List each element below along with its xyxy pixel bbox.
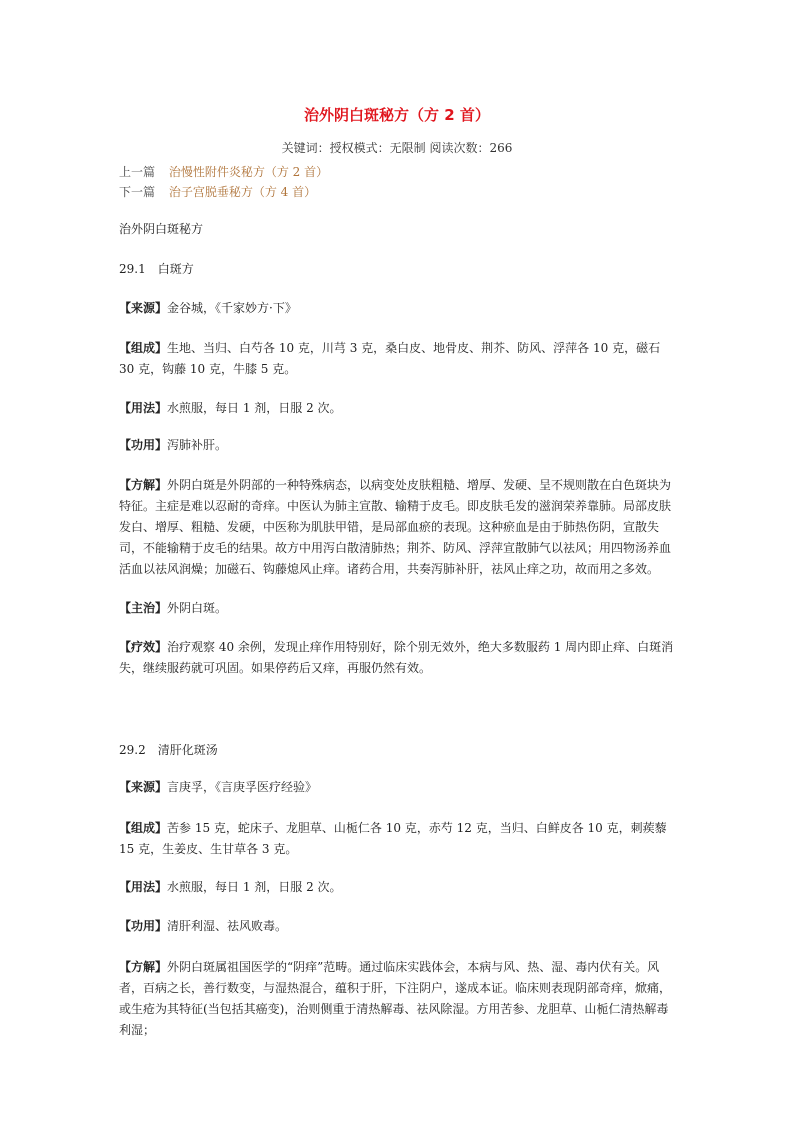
composition-text: 苦参 15 克，蛇床子、龙胆草、山栀仁各 10 克，赤芍 12 克，当归、白鲜皮各 10 克，刺蒺藜 15 克，生姜皮、生甘草各 3 克。 xyxy=(119,821,667,856)
efficacy-text: 治疗观察 40 余例，发现止痒作用特别好，除个别无效外，绝大多数服药 1 周内即止痒、白斑消失，继续服药就可巩固。如果停药后又痒，再服仍然有效。 xyxy=(119,640,674,675)
recipe-source xyxy=(119,298,675,319)
indication-text: 外阴白斑。 xyxy=(167,601,228,615)
explanation-text: 外阴白斑属祖国医学的“阴痒”范畴。通过临床实践体会，本病与风、热、湿、毒内伏有关。风者，百病之长，善行数变，与湿热混合，蕴积于肝，下注阴户，遂成本证。临床则表现阴部奇痒，焮痛，或生疮为其特征(当包括其癌变)，治则侧重于清热解毒、祛风除湿。方用苦参、龙胆草、山栀仁清热解毒利湿； xyxy=(119,960,672,1037)
recipe-source xyxy=(119,777,675,798)
prev-article-link[interactable]: 治慢性附件炎秘方（方 2 首） xyxy=(168,165,329,179)
efficacy-tag: 【疗效】 xyxy=(119,640,168,654)
recipe-efficacy xyxy=(119,637,675,679)
function-tag: 【功用】 xyxy=(119,438,168,452)
function-text: 清肝利湿、祛风败毒。 xyxy=(167,919,288,933)
source-text: 言庚孚，《言庚孚医疗经验》 xyxy=(167,780,318,794)
source-text: 金谷城，《千家妙方·下》 xyxy=(167,301,297,315)
recipe-explanation xyxy=(119,957,675,1041)
recipe-explanation xyxy=(119,475,675,580)
recipe-function xyxy=(119,916,675,937)
explanation-text: 外阴白斑是外阴部的一种特殊病态，以病变处皮肤粗糙、增厚、发硬、呈不规则散在白色斑块为特征。主症是难以忍耐的奇痒。中医认为肺主宣散、输精于皮毛。即皮肤毛发的滋润荣养靠肺。局部皮肤发白、增厚、粗糙、发硬，中医称为肌肤甲错，是局部血瘀的表现。这种瘀血是由于肺热伤阴，宣散失司，不能输精于皮毛的结果。故方中用泻白散清肺热；荆芥、防风、浮萍宣散肺气以祛风；用四物汤养血活血以祛风润燥；加磁石、钩藤熄风止痒。诸药合用，共奏泻肺补肝，祛风止痒之功，故而用之多效。 xyxy=(119,478,672,576)
usage-tag: 【用法】 xyxy=(119,401,168,415)
function-text: 泻肺补肝。 xyxy=(167,438,228,452)
composition-tag: 【组成】 xyxy=(119,341,168,355)
source-tag: 【来源】 xyxy=(119,301,168,315)
indication-tag: 【主治】 xyxy=(119,601,168,615)
explanation-tag: 【方解】 xyxy=(119,960,168,974)
usage-text: 水煎服，每日 1 剂，日服 2 次。 xyxy=(167,401,342,415)
recipe-composition xyxy=(119,818,675,860)
recipe-title: 29.2 清肝化斑汤 xyxy=(119,743,218,757)
article-meta: 关键词：授权模式：无限制 阅读次数：266 xyxy=(281,141,513,155)
recipe-indication xyxy=(119,598,675,619)
page-title: 治外阴白斑秘方（方 2 首） xyxy=(304,106,490,124)
usage-tag: 【用法】 xyxy=(119,880,168,894)
composition-tag: 【组成】 xyxy=(119,821,168,835)
function-tag: 【功用】 xyxy=(119,919,168,933)
next-article-link[interactable]: 治子宫脱垂秘方（方 4 首） xyxy=(168,185,317,199)
recipe-usage xyxy=(119,877,675,898)
next-label: 下一篇 xyxy=(119,185,156,199)
next-article-nav xyxy=(119,183,316,200)
recipe-function xyxy=(119,435,675,456)
prev-article-nav xyxy=(119,163,328,180)
usage-text: 水煎服，每日 1 剂，日服 2 次。 xyxy=(167,880,342,894)
recipe-title: 29.1 白斑方 xyxy=(119,262,194,276)
section-heading: 治外阴白斑秘方 xyxy=(119,222,204,236)
prev-label: 上一篇 xyxy=(119,165,156,179)
recipe-usage xyxy=(119,398,675,419)
recipe-composition xyxy=(119,338,675,380)
composition-text: 生地、当归、白芍各 10 克，川芎 3 克，桑白皮、地骨皮、荆芥、防风、浮萍各 10 克，磁石 30 克，钩藤 10 克，牛膝 5 克。 xyxy=(119,341,661,376)
source-tag: 【来源】 xyxy=(119,780,168,794)
explanation-tag: 【方解】 xyxy=(119,478,168,492)
